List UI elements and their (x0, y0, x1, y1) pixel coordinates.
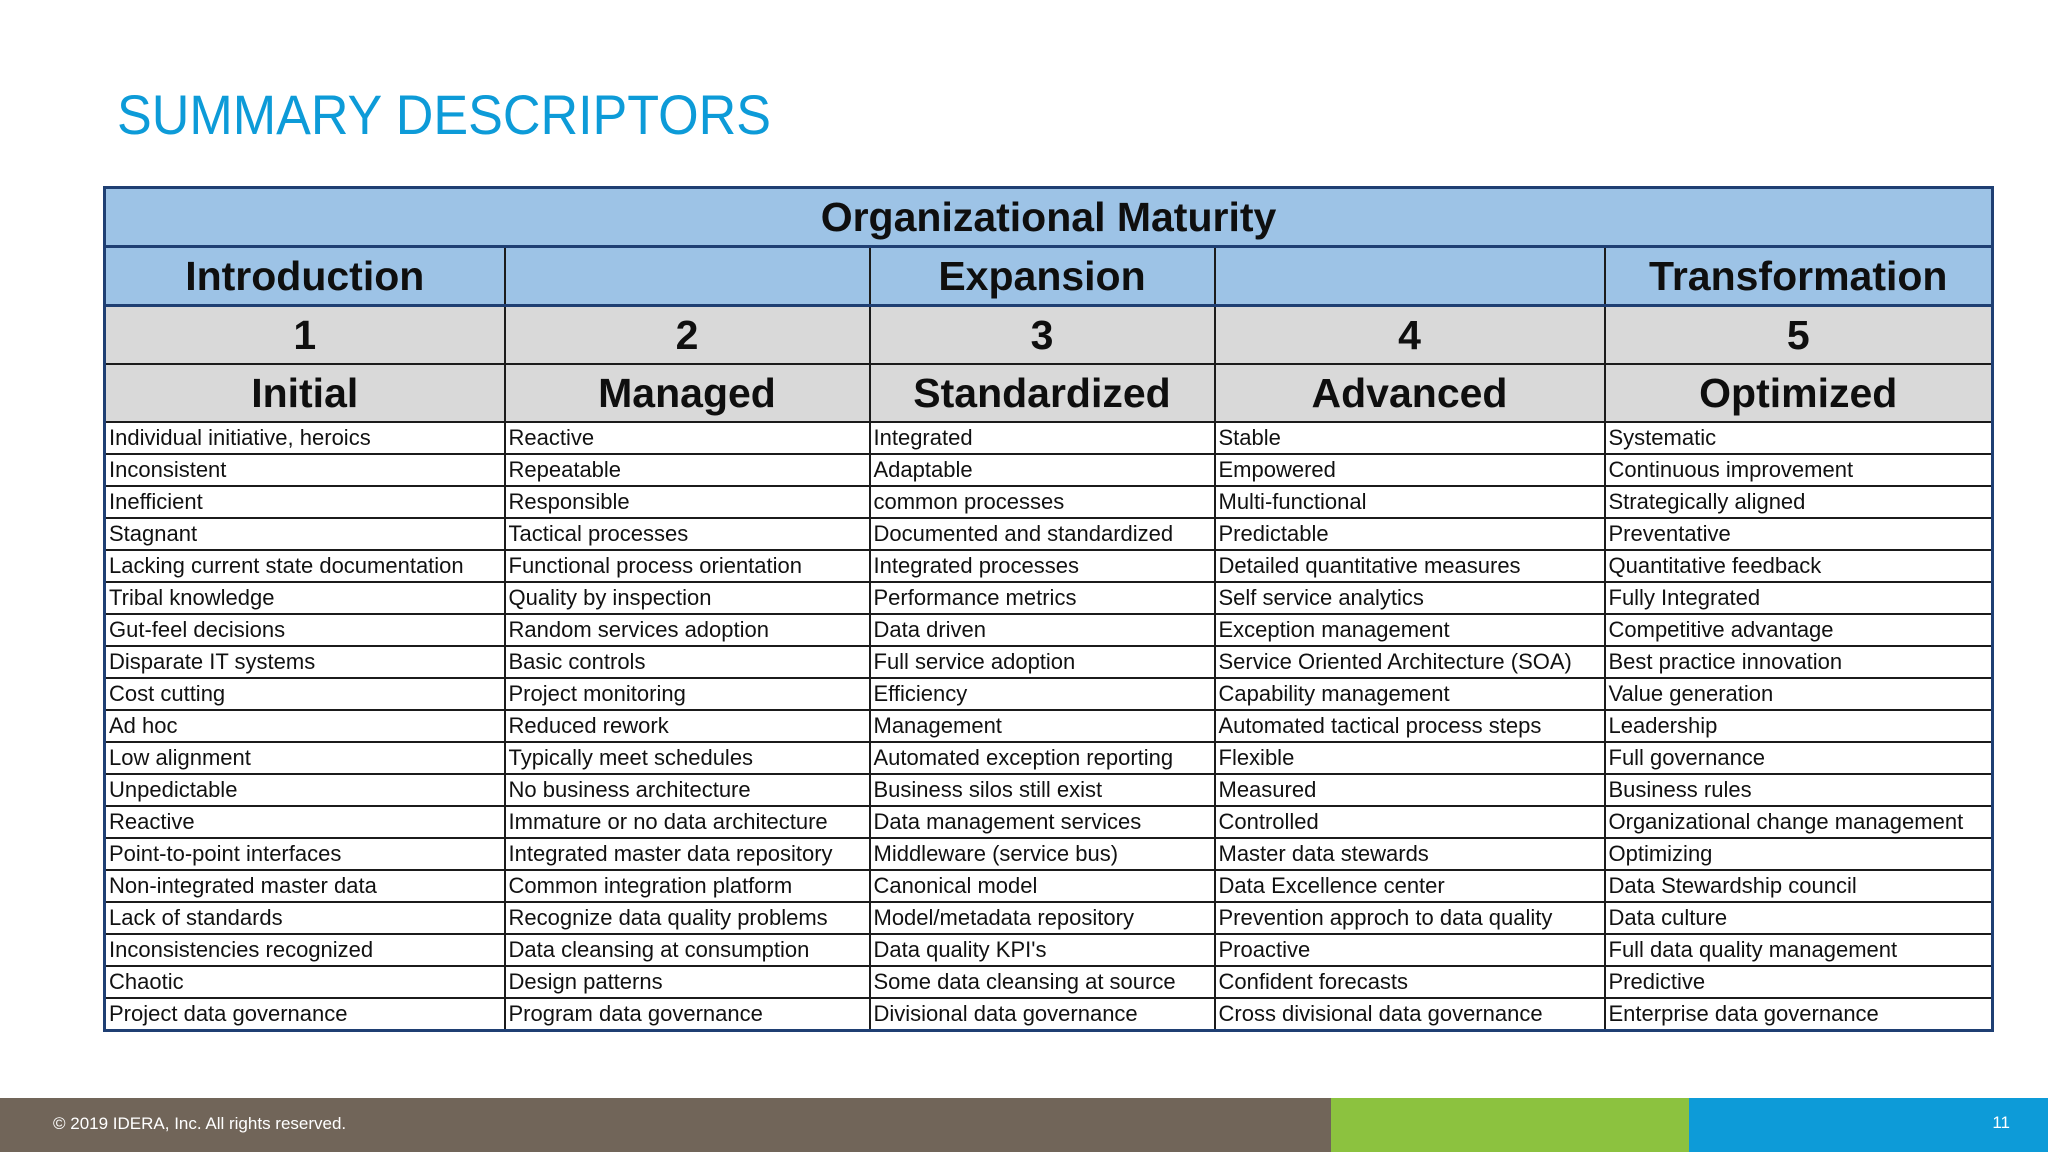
table-cell: Integrated master data repository (505, 838, 870, 870)
table-cell: Automated exception reporting (870, 742, 1215, 774)
table-row (105, 454, 1993, 486)
level-number-cell: 1 (105, 306, 505, 365)
table-cell: Divisional data governance (870, 998, 1215, 1031)
level-name-cell: Managed (505, 364, 870, 422)
table-cell: Enterprise data governance (1605, 998, 1993, 1031)
level-number-row (105, 306, 1993, 365)
table-cell: Strategically aligned (1605, 486, 1993, 518)
table-cell: Documented and standardized (870, 518, 1215, 550)
table-cell: Cost cutting (105, 678, 505, 710)
table-row (105, 518, 1993, 550)
table-cell: Project monitoring (505, 678, 870, 710)
page-title: SUMMARY DESCRIPTORS (117, 83, 772, 146)
table-row (105, 422, 1993, 454)
table-cell: Competitive advantage (1605, 614, 1993, 646)
table-cell: Full data quality management (1605, 934, 1993, 966)
footer-bar (0, 1098, 2048, 1152)
table-cell: Integrated (870, 422, 1215, 454)
table-cell: Point-to-point interfaces (105, 838, 505, 870)
table-cell: Lack of standards (105, 902, 505, 934)
phase-cell: Introduction (105, 247, 505, 306)
table-cell: Responsible (505, 486, 870, 518)
table-row (105, 486, 1993, 518)
table-row (105, 582, 1993, 614)
table-cell: Reduced rework (505, 710, 870, 742)
table-cell: Program data governance (505, 998, 870, 1031)
main-header-cell: Organizational Maturity (105, 188, 1993, 247)
page-number: 11 (1992, 1113, 2010, 1132)
footer-gray-segment (0, 1098, 1331, 1152)
table-cell: Integrated processes (870, 550, 1215, 582)
table-cell: Disparate IT systems (105, 646, 505, 678)
copyright-text: © 2019 IDERA, Inc. All rights reserved. (53, 1114, 347, 1133)
table-cell: Project data governance (105, 998, 505, 1031)
table-cell: Recognize data quality problems (505, 902, 870, 934)
table-cell: No business architecture (505, 774, 870, 806)
table-cell: Master data stewards (1215, 838, 1605, 870)
level-number-cell: 2 (505, 306, 870, 365)
table-cell: Business silos still exist (870, 774, 1215, 806)
table-row (105, 966, 1993, 998)
phase-cell (505, 247, 870, 306)
table-cell: Optimizing (1605, 838, 1993, 870)
table-cell: Reactive (105, 806, 505, 838)
table-row (105, 550, 1993, 582)
table-cell: Tactical processes (505, 518, 870, 550)
table-row (105, 838, 1993, 870)
table-cell: Basic controls (505, 646, 870, 678)
table-cell: Automated tactical process steps (1215, 710, 1605, 742)
table-cell: Common integration platform (505, 870, 870, 902)
table-row (105, 678, 1993, 710)
table-cell: Inconsistencies recognized (105, 934, 505, 966)
table-cell: Chaotic (105, 966, 505, 998)
table-cell: Management (870, 710, 1215, 742)
level-number-cell: 5 (1605, 306, 1993, 365)
table-row (105, 934, 1993, 966)
table-cell: Predictive (1605, 966, 1993, 998)
table-cell: Best practice innovation (1605, 646, 1993, 678)
main-header-row (105, 188, 1993, 247)
footer-green-segment (1331, 1098, 1689, 1152)
table-cell: Confident forecasts (1215, 966, 1605, 998)
table-cell: Stagnant (105, 518, 505, 550)
table-cell: Cross divisional data governance (1215, 998, 1605, 1031)
table-cell: Individual initiative, heroics (105, 422, 505, 454)
table-cell: Canonical model (870, 870, 1215, 902)
table-cell: Performance metrics (870, 582, 1215, 614)
table-cell: Gut-feel decisions (105, 614, 505, 646)
table-cell: common processes (870, 486, 1215, 518)
table-cell: Empowered (1215, 454, 1605, 486)
table-row (105, 614, 1993, 646)
table-cell: Design patterns (505, 966, 870, 998)
level-name-cell: Standardized (870, 364, 1215, 422)
table-cell: Inefficient (105, 486, 505, 518)
table-cell: Tribal knowledge (105, 582, 505, 614)
table-cell: Quality by inspection (505, 582, 870, 614)
table-row (105, 646, 1993, 678)
table-cell: Non-integrated master data (105, 870, 505, 902)
table-cell: Ad hoc (105, 710, 505, 742)
table-row (105, 742, 1993, 774)
phase-cell (1215, 247, 1605, 306)
table-cell: Data Excellence center (1215, 870, 1605, 902)
table-cell: Exception management (1215, 614, 1605, 646)
table-cell: Repeatable (505, 454, 870, 486)
table-cell: Continuous improvement (1605, 454, 1993, 486)
table-cell: Random services adoption (505, 614, 870, 646)
table-cell: Unpedictable (105, 774, 505, 806)
table-cell: Reactive (505, 422, 870, 454)
table-cell: Typically meet schedules (505, 742, 870, 774)
table-cell: Inconsistent (105, 454, 505, 486)
table-cell: Measured (1215, 774, 1605, 806)
table-cell: Predictable (1215, 518, 1605, 550)
table-cell: Organizational change management (1605, 806, 1993, 838)
level-name-cell: Initial (105, 364, 505, 422)
table-cell: Value generation (1605, 678, 1993, 710)
table-cell: Model/metadata repository (870, 902, 1215, 934)
table-cell: Controlled (1215, 806, 1605, 838)
table-row (105, 710, 1993, 742)
table-row (105, 870, 1993, 902)
table-cell: Self service analytics (1215, 582, 1605, 614)
table-row (105, 902, 1993, 934)
level-name-cell: Advanced (1215, 364, 1605, 422)
phase-cell: Expansion (870, 247, 1215, 306)
table-cell: Middleware (service bus) (870, 838, 1215, 870)
table-cell: Proactive (1215, 934, 1605, 966)
table-cell: Data quality KPI's (870, 934, 1215, 966)
level-number-cell: 4 (1215, 306, 1605, 365)
table-cell: Quantitative feedback (1605, 550, 1993, 582)
table-cell: Leadership (1605, 710, 1993, 742)
table-cell: Stable (1215, 422, 1605, 454)
table-cell: Flexible (1215, 742, 1605, 774)
table-cell: Some data cleansing at source (870, 966, 1215, 998)
table-cell: Adaptable (870, 454, 1215, 486)
table-cell: Data cleansing at consumption (505, 934, 870, 966)
table-cell: Functional process orientation (505, 550, 870, 582)
table-cell: Data Stewardship council (1605, 870, 1993, 902)
maturity-table (103, 186, 1994, 1032)
table-cell: Preventative (1605, 518, 1993, 550)
table-cell: Fully Integrated (1605, 582, 1993, 614)
level-name-cell: Optimized (1605, 364, 1993, 422)
table-cell: Low alignment (105, 742, 505, 774)
table-row (105, 774, 1993, 806)
table-cell: Systematic (1605, 422, 1993, 454)
footer-blue-segment (1689, 1098, 2048, 1152)
table-cell: Data management services (870, 806, 1215, 838)
level-name-row (105, 364, 1993, 422)
phase-cell: Transformation (1605, 247, 1993, 306)
table-cell: Full service adoption (870, 646, 1215, 678)
table-cell: Full governance (1605, 742, 1993, 774)
table-cell: Lacking current state documentation (105, 550, 505, 582)
table-cell: Multi-functional (1215, 486, 1605, 518)
table-cell: Business rules (1605, 774, 1993, 806)
table-cell: Capability management (1215, 678, 1605, 710)
table-row (105, 998, 1993, 1031)
phase-row (105, 247, 1993, 306)
table-cell: Data culture (1605, 902, 1993, 934)
table-cell: Prevention approch to data quality (1215, 902, 1605, 934)
table-cell: Detailed quantitative measures (1215, 550, 1605, 582)
table-row (105, 806, 1993, 838)
table-cell: Efficiency (870, 678, 1215, 710)
table-cell: Data driven (870, 614, 1215, 646)
level-number-cell: 3 (870, 306, 1215, 365)
table-cell: Service Oriented Architecture (SOA) (1215, 646, 1605, 678)
table-cell: Immature or no data architecture (505, 806, 870, 838)
